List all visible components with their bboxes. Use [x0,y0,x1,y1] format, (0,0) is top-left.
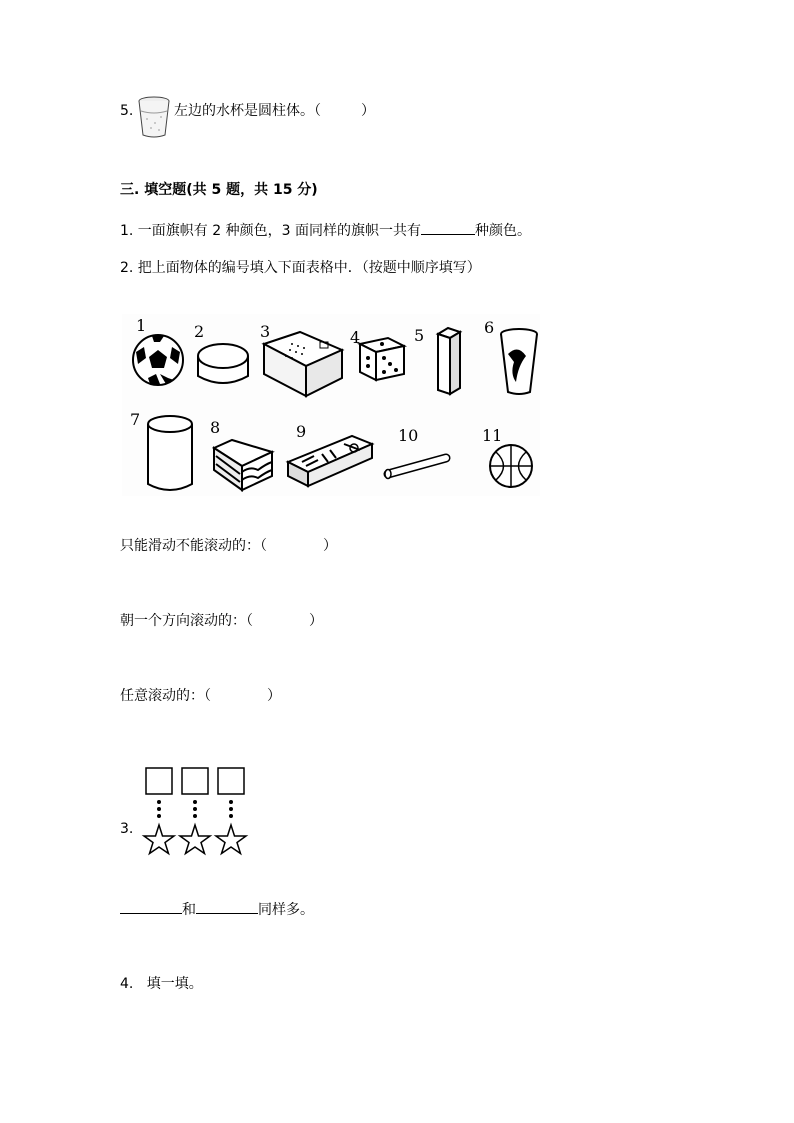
slide-only-label: 只能滑动不能滚动的：（ [120,538,267,554]
question-2: 2. 把上面物体的编号填入下面表格中．（按题中顺序填写） [120,260,481,276]
slide-only-line [120,536,337,556]
one-direction-label: 朝一个方向滚动的：（ [120,613,253,629]
squares-and-stars-figure [140,765,250,859]
question-5-number: 5. [120,103,134,119]
object-number: 4 [350,328,361,347]
question-1-tail: 种颜色。 [474,223,531,239]
one-direction-line [120,611,323,631]
answer-paren-close: ） [309,613,323,629]
basketball-icon [490,445,532,487]
water-cup-icon [137,95,171,139]
star-icon [180,825,210,854]
answer-paren-close: ） [267,688,281,704]
object-number: 11 [482,426,503,445]
object-number: 7 [130,410,141,429]
question-3-answer-line [120,899,314,920]
soccer-ball-icon [133,335,183,385]
objects-picture [122,314,540,496]
answer-blank[interactable] [196,899,258,914]
round-box-icon [198,344,248,383]
question-5-statement: 左边的水杯是圆柱体。（ [174,103,321,119]
object-number: 6 [484,318,495,337]
object-number: 3 [260,322,271,341]
and-text: 和 [182,902,196,918]
answer-paren-close: ） [361,103,375,119]
tall-prism-icon [438,328,460,394]
question-4: 4. 填一填。 [120,976,203,992]
object-number: 1 [136,316,147,335]
star-icon [144,825,174,854]
square-icon [182,768,208,794]
question-5 [120,101,133,121]
answer-paren-close: ） [323,538,337,554]
object-number: 5 [414,326,425,345]
object-number: 2 [194,322,205,341]
square-icon [218,768,244,794]
question-3-number: 3. [120,821,134,837]
question-5-text [174,101,375,121]
answer-blank[interactable] [421,220,475,235]
section-title: 三. 填空题(共 5 题，共 15 分) [120,182,318,198]
cylinder-icon [148,416,192,490]
any-direction-label: 任意滚动的：（ [120,688,211,704]
question-1-text: 1. 一面旗帜有 2 种颜色，3 面同样的旗帜一共有 [120,223,421,239]
drink-cup-icon [501,329,537,394]
answer-blank[interactable] [120,899,182,914]
object-number: 9 [296,422,307,441]
object-number: 10 [398,426,419,445]
any-direction-line [120,686,281,706]
question-1 [120,220,531,241]
same-amount-text: 同样多。 [258,902,314,918]
object-number: 8 [210,418,221,437]
star-icon [216,825,246,854]
square-icon [146,768,172,794]
dice-icon [360,338,404,380]
objects-drawing [122,314,540,496]
